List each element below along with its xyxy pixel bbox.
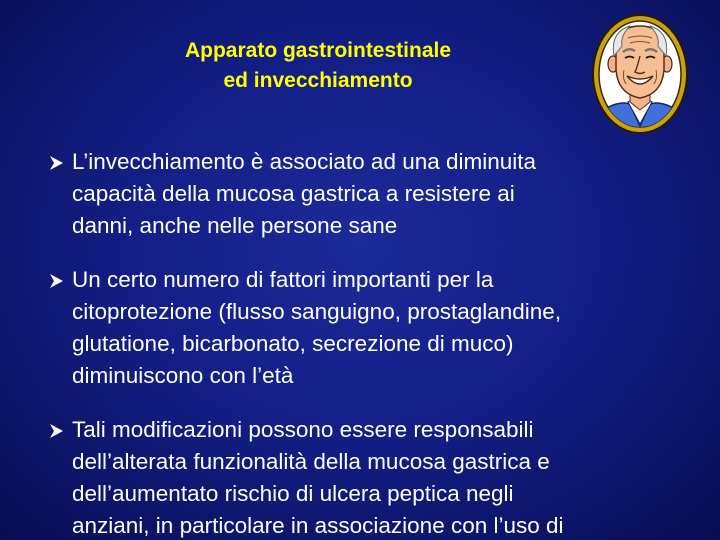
bullet-line: danni, anche nelle persone sane xyxy=(72,213,398,238)
slide-title-line-2: ed invecchiamento xyxy=(223,69,413,92)
bullet-line: dell’aumentato rischio di ulcera peptica negli xyxy=(72,481,514,506)
slide-title-line-1: Apparato gastrointestinale xyxy=(184,39,452,62)
elderly-man-cartoon-icon xyxy=(590,12,690,136)
bullet-item xyxy=(48,146,708,242)
bullet-line: L’invecchiamento è associato ad una diminuita xyxy=(72,149,537,174)
bullet-line: dell’alterata funzionalità della mucosa gastrica e xyxy=(72,449,550,474)
arrow-bullet-icon xyxy=(48,423,64,439)
arrow-bullet-icon xyxy=(48,155,64,171)
bullet-line: capacità della mucosa gastrica a resistere ai xyxy=(72,181,515,206)
bullet-item xyxy=(48,414,708,540)
bullet-line: diminuiscono con l’età xyxy=(72,363,294,388)
bullet-line: glutatione, bicarbonato, secrezione di muco) xyxy=(72,331,514,356)
bullet-line: Un certo numero di fattori importanti per la xyxy=(72,267,494,292)
bullet-line: citoprotezione (flusso sanguigno, prostaglandine, xyxy=(72,299,562,324)
bullet-line: anziani, in particolare in associazione con l’uso di xyxy=(72,513,564,538)
bullet-list xyxy=(48,146,708,540)
arrow-bullet-icon xyxy=(48,273,64,289)
bullet-line: Tali modificazioni possono essere responsabili xyxy=(72,417,534,442)
bullet-item xyxy=(48,264,708,392)
slide-title xyxy=(100,36,536,96)
